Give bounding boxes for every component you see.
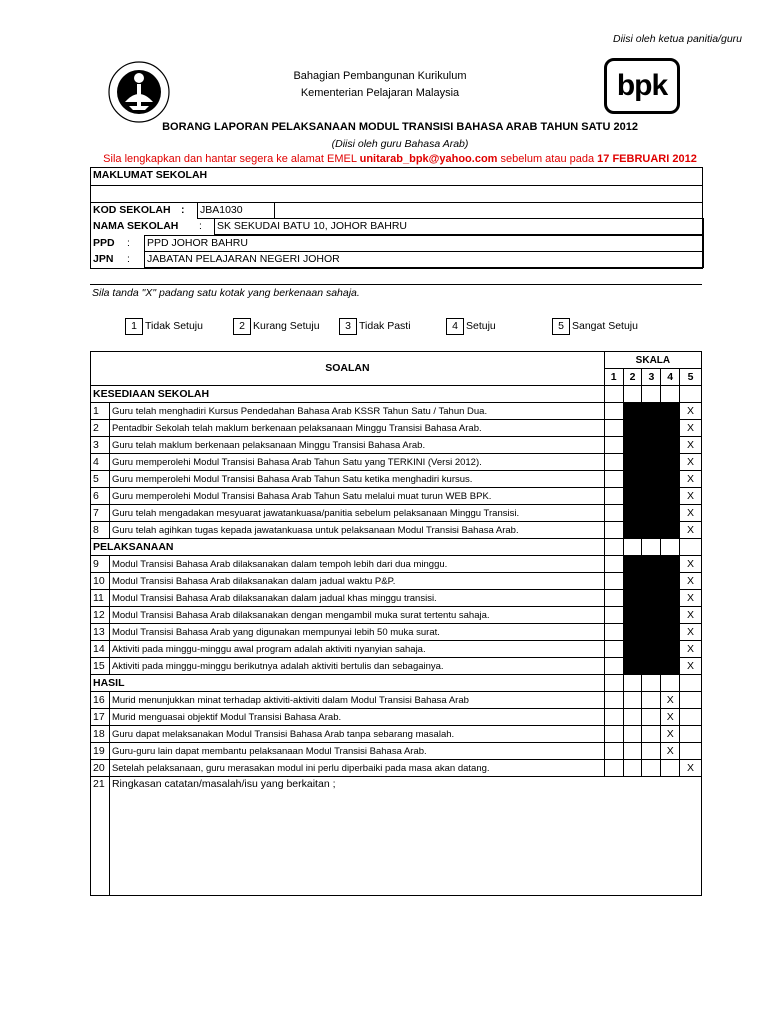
question-number: 9	[91, 556, 110, 573]
scale-cell-3[interactable]	[642, 471, 661, 488]
section-scale-cell	[623, 539, 642, 556]
scale-cell-5[interactable]: X	[680, 471, 702, 488]
table-row	[91, 556, 702, 573]
scale-cell-3[interactable]	[642, 573, 661, 590]
bpk-logo-text: bpk	[616, 69, 668, 102]
scale-legend-num: 2	[233, 318, 251, 335]
ppd-colon: :	[127, 237, 130, 249]
scale-cell-2[interactable]	[623, 505, 642, 522]
question-number: 15	[91, 658, 110, 675]
section-title: KESEDIAAN SEKOLAH	[91, 386, 605, 403]
table-row	[91, 488, 702, 505]
question-number: 2	[91, 420, 110, 437]
question-text: Murid menunjukkan minat terhadap aktiviti-aktiviti dalam Modul Transisi Bahasa Arab	[109, 692, 604, 709]
scale-cell-3[interactable]	[642, 488, 661, 505]
scale-cell-4[interactable]	[661, 437, 680, 454]
scale-cell-3[interactable]	[642, 658, 661, 675]
scale-cell-1[interactable]	[604, 403, 623, 420]
question-number: 16	[91, 692, 110, 709]
scale-cell-5[interactable]: X	[680, 556, 702, 573]
scale-cell-2[interactable]	[623, 709, 642, 726]
table-row	[91, 573, 702, 590]
question-number: 3	[91, 437, 110, 454]
question-text: Guru telah agihkan tugas kepada jawatankuasa untuk pelaksanaan Modul Transisi Bahasa Arab.	[109, 522, 604, 539]
scale-legend-4	[446, 318, 496, 335]
section-scale-cell	[604, 386, 623, 403]
question-number: 12	[91, 607, 110, 624]
scale-cell-1[interactable]	[604, 726, 623, 743]
question-number: 5	[91, 471, 110, 488]
scale-cell-2[interactable]	[623, 692, 642, 709]
section-scale-cell	[680, 675, 702, 692]
scale-cell-5[interactable]: X	[680, 760, 702, 777]
question-number: 14	[91, 641, 110, 658]
scale-cell-3[interactable]	[642, 590, 661, 607]
scale-cell-2[interactable]	[623, 471, 642, 488]
section-scale-cell	[661, 675, 680, 692]
section-scale-cell	[642, 539, 661, 556]
table-header-row	[91, 352, 702, 369]
scale-legend-label: Tidak Pasti	[359, 320, 411, 332]
table-row	[91, 505, 702, 522]
scale-cell-1[interactable]	[604, 454, 623, 471]
scale-cell-1[interactable]	[604, 556, 623, 573]
scale-cell-2[interactable]	[623, 590, 642, 607]
scale-cell-4[interactable]	[661, 624, 680, 641]
summary-field[interactable]: Ringkasan catatan/masalah/isu yang berkaitan ;	[109, 777, 701, 896]
kod-label: KOD SEKOLAH	[93, 204, 171, 216]
question-number: 21	[91, 777, 110, 896]
scale-cell-3[interactable]	[642, 743, 661, 760]
question-number: 17	[91, 709, 110, 726]
scale-cell-3[interactable]	[642, 760, 661, 777]
instruction-text-2: sebelum atau pada	[497, 153, 598, 165]
scale-cell-2[interactable]	[623, 437, 642, 454]
question-number: 6	[91, 488, 110, 505]
scale-cell-2[interactable]	[623, 760, 642, 777]
table-row	[91, 641, 702, 658]
submission-instruction	[60, 153, 740, 165]
section-row	[91, 386, 702, 403]
instruction-text-1: Sila lengkapkan dan hantar segera ke alamat EMEL	[103, 153, 360, 165]
table-row	[91, 471, 702, 488]
scale-legend-5	[552, 318, 638, 335]
scale-num: 5	[680, 369, 702, 386]
section-scale-cell	[680, 539, 702, 556]
question-text: Pentadbir Sekolah telah maklum berkenaan pelaksanaan Minggu Transisi Bahasa Arab.	[109, 420, 604, 437]
school-info-heading: MAKLUMAT SEKOLAH	[93, 169, 208, 181]
scale-cell-4[interactable]	[661, 403, 680, 420]
section-row	[91, 675, 702, 692]
scale-cell-4[interactable]	[661, 607, 680, 624]
scale-cell-5[interactable]	[680, 726, 702, 743]
form-subtitle: (Diisi oleh guru Bahasa Arab)	[331, 138, 469, 150]
section-scale-cell	[661, 539, 680, 556]
question-text: Modul Transisi Bahasa Arab dilaksanakan dalam jadual khas minggu transisi.	[109, 590, 604, 607]
scale-cell-3[interactable]	[642, 556, 661, 573]
section-scale-cell	[623, 675, 642, 692]
scale-cell-5[interactable]: X	[680, 437, 702, 454]
scale-cell-5[interactable]: X	[680, 403, 702, 420]
instruction-date: 17 FEBRUARI 2012	[597, 153, 697, 165]
scale-cell-2[interactable]	[623, 624, 642, 641]
section-scale-cell	[661, 386, 680, 403]
table-row	[91, 658, 702, 675]
table-row	[91, 437, 702, 454]
section-scale-cell	[623, 386, 642, 403]
question-text: Guru dapat melaksanakan Modul Transisi Bahasa Arab tanpa sebarang masalah.	[109, 726, 604, 743]
question-text: Murid menguasai objektif Modul Transisi Bahasa Arab.	[109, 709, 604, 726]
table-row	[91, 590, 702, 607]
scale-cell-1[interactable]	[604, 488, 623, 505]
divider	[91, 202, 702, 203]
kod-value: JBA1030	[197, 202, 275, 219]
scale-cell-4[interactable]	[661, 454, 680, 471]
scale-legend-label: Setuju	[466, 320, 496, 332]
scale-cell-4[interactable]: X	[661, 709, 680, 726]
question-number: 20	[91, 760, 110, 777]
question-number: 1	[91, 403, 110, 420]
scale-cell-3[interactable]	[642, 607, 661, 624]
summary-row	[91, 777, 702, 896]
scale-cell-3[interactable]	[642, 692, 661, 709]
table-row	[91, 607, 702, 624]
scale-cell-2[interactable]	[623, 607, 642, 624]
scale-cell-2[interactable]	[623, 556, 642, 573]
scale-cell-1[interactable]	[604, 573, 623, 590]
header-line1: Bahagian Pembangunan Kurikulum	[293, 70, 467, 82]
scale-cell-1[interactable]	[604, 437, 623, 454]
question-text: Modul Transisi Bahasa Arab dilaksanakan dalam tempoh lebih dari dua minggu.	[109, 556, 604, 573]
scale-legend-3	[339, 318, 411, 335]
scale-num: 4	[661, 369, 680, 386]
question-text: Guru memperolehi Modul Transisi Bahasa Arab Tahun Satu ketika menghadiri kursus.	[109, 471, 604, 488]
table-row	[91, 420, 702, 437]
jpn-colon: :	[127, 253, 130, 265]
section-title: PELAKSANAAN	[91, 539, 605, 556]
scale-cell-1[interactable]	[604, 658, 623, 675]
question-text: Setelah pelaksanaan, guru merasakan modul ini perlu diperbaiki pada masa akan datang.	[109, 760, 604, 777]
table-row	[91, 624, 702, 641]
scale-cell-2[interactable]	[623, 726, 642, 743]
scale-cell-5[interactable]: X	[680, 641, 702, 658]
scale-cell-2[interactable]	[623, 488, 642, 505]
scale-cell-1[interactable]	[604, 420, 623, 437]
table-row	[91, 760, 702, 777]
section-title: HASIL	[91, 675, 605, 692]
scale-cell-3[interactable]	[642, 641, 661, 658]
scale-cell-4[interactable]: X	[661, 692, 680, 709]
question-number: 7	[91, 505, 110, 522]
scale-cell-3[interactable]	[642, 403, 661, 420]
section-scale-cell	[604, 539, 623, 556]
table-row	[91, 743, 702, 760]
scale-num: 2	[623, 369, 642, 386]
scale-cell-4[interactable]	[661, 471, 680, 488]
question-text: Modul Transisi Bahasa Arab yang digunakan mempunyai lebih 50 muka surat.	[109, 624, 604, 641]
question-text: Modul Transisi Bahasa Arab dilaksanakan dalam jadual waktu P&P.	[109, 573, 604, 590]
bpk-logo	[604, 58, 680, 114]
scale-legend-num: 1	[125, 318, 143, 335]
scale-cell-3[interactable]	[642, 505, 661, 522]
scale-legend-2	[233, 318, 320, 335]
scale-cell-5[interactable]: X	[680, 607, 702, 624]
table-row	[91, 454, 702, 471]
question-text: Guru telah mengadakan mesyuarat jawatankuasa/panitia sebelum pelaksanaan Minggu Transisi.	[109, 505, 604, 522]
top-note: Diisi oleh ketua panitia/guru	[613, 33, 742, 45]
col-skala: SKALA	[604, 352, 701, 369]
table-row	[91, 522, 702, 539]
scale-cell-3[interactable]	[642, 522, 661, 539]
scale-cell-1[interactable]	[604, 709, 623, 726]
scale-cell-5[interactable]: X	[680, 420, 702, 437]
scale-cell-5[interactable]: X	[680, 505, 702, 522]
scale-cell-5[interactable]	[680, 743, 702, 760]
divider	[90, 284, 702, 285]
scale-cell-4[interactable]	[661, 590, 680, 607]
question-number: 13	[91, 624, 110, 641]
scale-note: Sila tanda "X" padang satu kotak yang berkenaan sahaja.	[92, 287, 360, 299]
table-row	[91, 403, 702, 420]
kod-colon: :	[181, 204, 185, 216]
section-scale-cell	[604, 675, 623, 692]
section-row	[91, 539, 702, 556]
scale-cell-4[interactable]	[661, 641, 680, 658]
scale-cell-5[interactable]: X	[680, 658, 702, 675]
scale-legend-num: 4	[446, 318, 464, 335]
scale-cell-2[interactable]	[623, 573, 642, 590]
section-scale-cell	[642, 386, 661, 403]
scale-cell-4[interactable]	[661, 488, 680, 505]
scale-cell-4[interactable]: X	[661, 726, 680, 743]
survey-table	[90, 351, 702, 896]
scale-cell-1[interactable]	[604, 471, 623, 488]
scale-cell-1[interactable]	[604, 692, 623, 709]
scale-legend-1	[125, 318, 203, 335]
scale-cell-4[interactable]	[661, 760, 680, 777]
scale-num: 3	[642, 369, 661, 386]
section-scale-cell	[642, 675, 661, 692]
scale-cell-5[interactable]: X	[680, 454, 702, 471]
col-soalan: SOALAN	[91, 352, 605, 386]
question-text: Guru telah menghadiri Kursus Pendedahan Bahasa Arab KSSR Tahun Satu / Tahun Dua.	[109, 403, 604, 420]
nama-colon: :	[199, 220, 202, 232]
section-scale-cell	[680, 386, 702, 403]
scale-cell-2[interactable]	[623, 454, 642, 471]
question-number: 18	[91, 726, 110, 743]
ppd-label: PPD	[93, 237, 115, 249]
scale-legend-num: 3	[339, 318, 357, 335]
scale-legend-num: 5	[552, 318, 570, 335]
scale-cell-1[interactable]	[604, 760, 623, 777]
question-number: 19	[91, 743, 110, 760]
question-text: Guru-guru lain dapat membantu pelaksanaan Modul Transisi Bahasa Arab.	[109, 743, 604, 760]
scale-cell-2[interactable]	[623, 658, 642, 675]
question-text: Aktiviti pada minggu-minggu berikutnya adalah aktiviti bertulis dan sebagainya.	[109, 658, 604, 675]
scale-cell-5[interactable]	[680, 692, 702, 709]
scale-cell-2[interactable]	[623, 641, 642, 658]
scale-cell-1[interactable]	[604, 641, 623, 658]
scale-cell-3[interactable]	[642, 624, 661, 641]
scale-cell-4[interactable]: X	[661, 743, 680, 760]
form-title: BORANG LAPORAN PELAKSANAAN MODUL TRANSISI BAHASA ARAB TAHUN SATU 2012	[162, 121, 638, 133]
scale-cell-3[interactable]	[642, 454, 661, 471]
scale-cell-1[interactable]	[604, 607, 623, 624]
scale-cell-2[interactable]	[623, 522, 642, 539]
table-row	[91, 692, 702, 709]
scale-legend-label: Kurang Setuju	[253, 320, 320, 332]
scale-cell-4[interactable]	[661, 556, 680, 573]
table-row	[91, 709, 702, 726]
scale-cell-5[interactable]: X	[680, 488, 702, 505]
jpn-label: JPN	[93, 253, 114, 265]
question-text: Guru memperolehi Modul Transisi Bahasa Arab Tahun Satu yang TERKINI (Versi 2012).	[109, 454, 604, 471]
question-number: 8	[91, 522, 110, 539]
ministry-logo	[105, 58, 173, 126]
scale-cell-4[interactable]	[661, 505, 680, 522]
scale-legend-label: Sangat Setuju	[572, 320, 638, 332]
scale-cell-1[interactable]	[604, 743, 623, 760]
scale-cell-3[interactable]	[642, 420, 661, 437]
divider	[91, 185, 702, 186]
scale-cell-2[interactable]	[623, 743, 642, 760]
scale-cell-5[interactable]: X	[680, 624, 702, 641]
ppd-value: PPD JOHOR BAHRU	[144, 235, 704, 252]
school-info-box	[90, 167, 703, 269]
scale-num: 1	[604, 369, 623, 386]
question-number: 4	[91, 454, 110, 471]
scale-cell-3[interactable]	[642, 437, 661, 454]
question-text: Aktiviti pada minggu-minggu awal program adalah aktiviti nyanyian sahaja.	[109, 641, 604, 658]
scale-cell-5[interactable]: X	[680, 522, 702, 539]
nama-label: NAMA SEKOLAH	[93, 220, 179, 232]
scale-legend-label: Tidak Setuju	[145, 320, 203, 332]
header-line2: Kementerian Pelajaran Malaysia	[300, 87, 460, 99]
scale-cell-2[interactable]	[623, 420, 642, 437]
scale-cell-3[interactable]	[642, 709, 661, 726]
survey-table-wrap	[90, 351, 702, 896]
scale-cell-2[interactable]	[623, 403, 642, 420]
question-number: 11	[91, 590, 110, 607]
scale-cell-1[interactable]	[604, 505, 623, 522]
question-text: Guru telah maklum berkenaan pelaksanaan Minggu Transisi Bahasa Arab.	[109, 437, 604, 454]
scale-cell-4[interactable]	[661, 573, 680, 590]
nama-value: SK SEKUDAI BATU 10, JOHOR BAHRU	[214, 218, 704, 235]
scale-cell-5[interactable]: X	[680, 590, 702, 607]
scale-cell-5[interactable]: X	[680, 573, 702, 590]
instruction-email: unitarab_bpk@yahoo.com	[359, 153, 498, 165]
scale-cell-1[interactable]	[604, 590, 623, 607]
scale-cell-4[interactable]	[661, 522, 680, 539]
scale-cell-4[interactable]	[661, 658, 680, 675]
question-text: Guru memperolehi Modul Transisi Bahasa Arab Tahun Satu melalui muat turun WEB BPK.	[109, 488, 604, 505]
scale-cell-1[interactable]	[604, 624, 623, 641]
table-row	[91, 726, 702, 743]
scale-cell-4[interactable]	[661, 420, 680, 437]
scale-cell-3[interactable]	[642, 726, 661, 743]
scale-cell-5[interactable]	[680, 709, 702, 726]
jpn-value: JABATAN PELAJARAN NEGERI JOHOR	[144, 251, 704, 268]
scale-cell-1[interactable]	[604, 522, 623, 539]
question-text: Modul Transisi Bahasa Arab dilaksanakan dengan mengambil muka surat tertentu sahaja.	[109, 607, 604, 624]
question-number: 10	[91, 573, 110, 590]
